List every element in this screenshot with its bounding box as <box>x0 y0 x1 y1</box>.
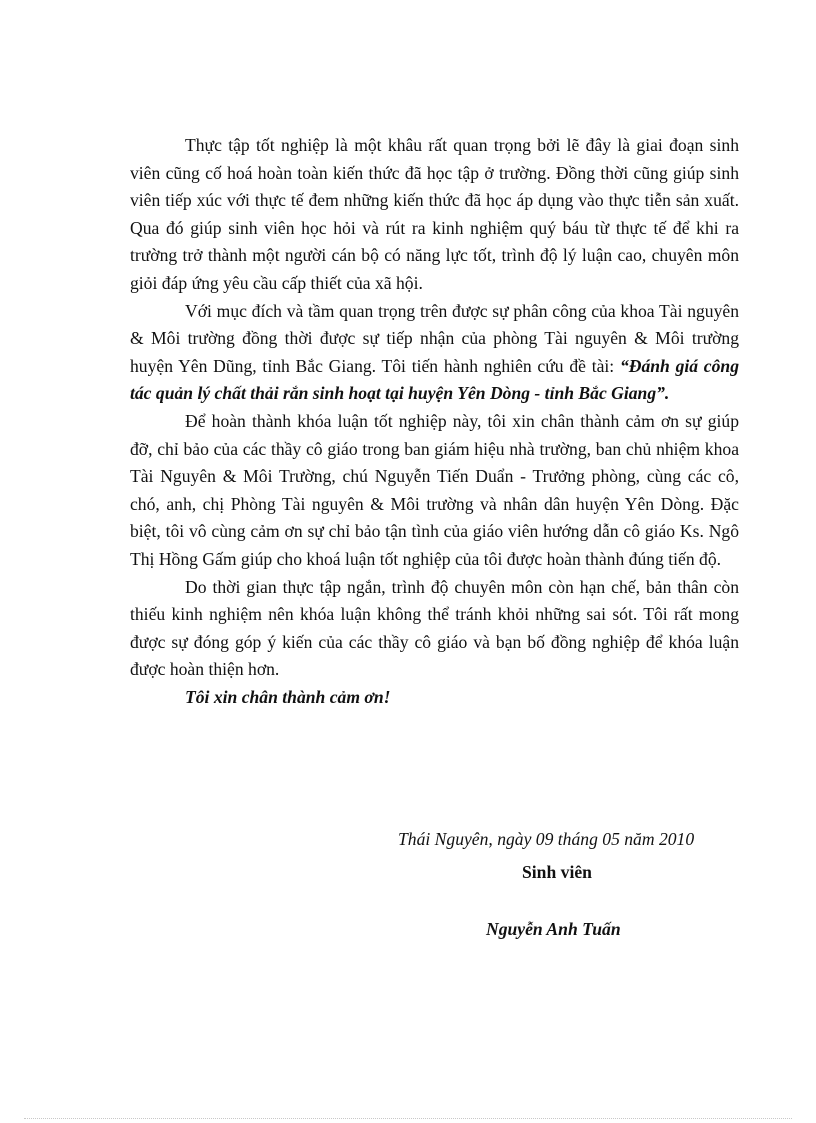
signer-role: Sinh viên <box>522 862 592 882</box>
paragraph-thanks: Để hoàn thành khóa luận tốt nghiệp này, tôi xin chân thành cảm ơn sự giúp đỡ, chỉ bảo của các thầy cô giáo trong ban giám hiệu nhà trường, ban chủ nhiệm khoa Tài Nguyên & Môi Trường, chú Nguyễn Tiến Duẩn - Trưởng phòng, cùng các cô, chó, anh, chị Phòng Tài nguyên & Môi trường và nhân dân huyện Yên Dòng. Đặc biệt, tôi vô cùng cảm ơn sự chỉ bảo tận tình của giáo viên hướng dẫn cô giáo Ks. Ngô Thị Hồng Gấm giúp cho khoá luận tốt nghiệp của tôi được hoàn thành đúng tiến độ. <box>130 410 739 569</box>
signer-name: Nguyễn Anh Tuấn <box>486 919 621 939</box>
topic-intro-text: Với mục đích và tầm quan trọng trên được sự phân công của khoa Tài nguyên & Môi trường đồng thời được sự tiếp nhận của phòng Tài nguyên & Môi trường huyện Yên Dũng, tỉnh Bắc Giang. Tôi tiến hành nghiên cứu đề tài: <box>130 300 739 376</box>
paragraph-limitations: Do thời gian thực tập ngắn, trình độ chuyên môn còn hạn chế, bản thân còn thiếu kinh nghiệm nên khóa luận không thể tránh khỏi những sai sót. Tôi rất mong được sự đóng góp ý kiến của các thầy cô giáo và bạn bố đồng nghiệp để khóa luận được hoàn thiện hơn. <box>130 576 739 680</box>
page-bottom-divider <box>24 1118 792 1119</box>
closing-thanks: Tôi xin chân thành cảm ơn! <box>185 686 391 707</box>
paragraph-research-topic <box>130 298 739 408</box>
research-topic-title: “Đánh giá công tác quản lý chất thải rắn sinh hoạt tại huyện Yên Dòng - tỉnh Bắc Giang”. <box>130 355 739 404</box>
acknowledgement-body <box>130 132 739 711</box>
place-and-date: Thái Nguyên, ngày 09 tháng 05 năm 2010 <box>398 829 695 849</box>
paragraph-internship-purpose: Thực tập tốt nghiệp là một khâu rất quan trọng bởi lẽ đây là giai đoạn sinh viên cũng cố hoá hoàn toàn kiến thức đã học tập ở trường. Đồng thời cũng giúp sinh viên tiếp xúc với thực tế đem những kiến thức đã học áp dụng vào thực tiễn sản xuất. Qua đó giúp sinh viên học hỏi và rút ra kinh nghiệm quý báu từ thực tế để khi ra trường trở thành một người cán bộ có năng lực tốt, trình độ lý luận cao, chuyên môn giỏi đáp ứng yêu cầu cấp thiết của xã hội. <box>130 135 739 293</box>
